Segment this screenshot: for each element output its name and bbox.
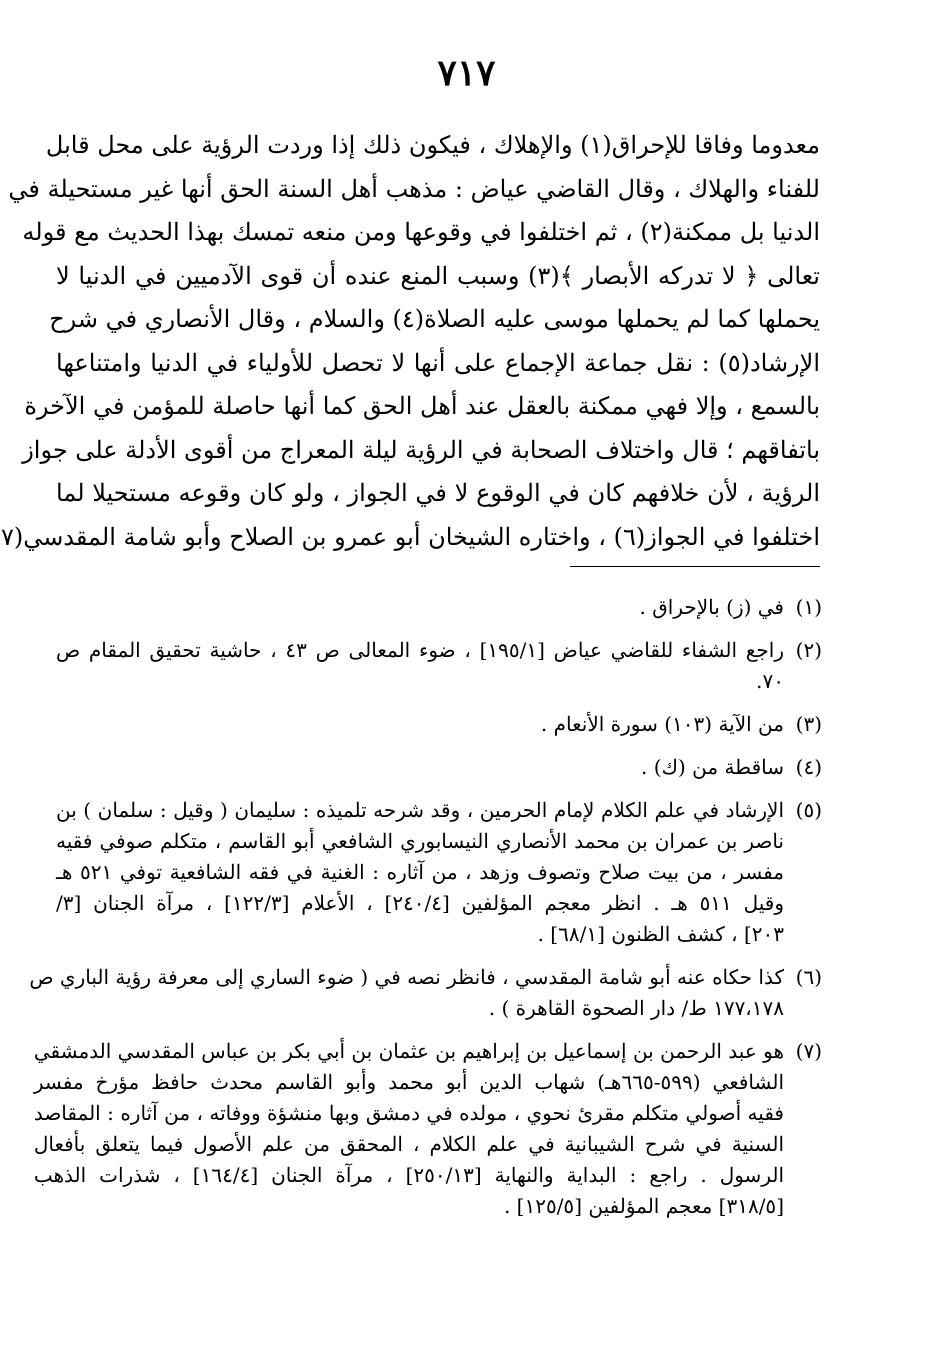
footnote-line: السنية في شرح الشيبانية في علم الكلام ، المحقق من علم الأصول فيما يتعلق بأفعال: [33, 1132, 784, 1156]
footnote: [56, 592, 822, 623]
footnotes: [29, 592, 822, 1234]
footnote-line: من الآية (١٠٣) سورة الأنعام .: [540, 712, 784, 736]
main-text-line: الدنيا بل ممكنة(٢) ، ثم اختلفوا في وقوعها ومن منعه تمسك بهذا الحديث مع قوله: [22, 218, 820, 246]
footnote-line: ناصر بن عمران بن محمد الأنصاري النيسابوري الشافعي أبو القاسم ، متكلم صوفي فقيه: [56, 829, 784, 853]
footnote-text: [56, 592, 784, 623]
footnote: [56, 709, 822, 740]
main-text-line: باتفاقهم ؛ قال واختلاف الصحابة في الرؤية ليلة المعراج من أقوى الأدلة على جواز: [22, 435, 820, 464]
footnote-line: فقيه أصولي متكلم مقرئ نحوي ، مولده في دمشق وبها منشؤة ووفاته ، من آثاره : المقاصد: [33, 1101, 784, 1125]
main-text: [0, 124, 820, 559]
main-text-line: الإرشاد(٥) : نقل جماعة الإجماع على أنها لا تحصل للأولياء في الدنيا وامتناعها: [56, 348, 820, 377]
footnote-number: (٥): [795, 798, 822, 822]
footnote: [56, 795, 822, 950]
footnote-text: [56, 635, 784, 697]
footnote-line: هو عبد الرحمن بن إسماعيل بن إبراهيم بن عثمان بن أبي بكر بن عباس المقدسي الدمشقي: [33, 1039, 784, 1063]
footnote-line: الشافعي (٥٩٩-٦٦٥هـ) شهاب الدين أبو محمد وأبو القاسم محدث حافظ مؤرخ مفسر: [33, 1070, 785, 1094]
footnote: [56, 635, 822, 697]
main-text-line: اختلفوا في الجواز(٦) ، واختاره الشيخان أبو عمرو بن الصلاح وأبو شامة المقدسي(٧: [0, 522, 820, 551]
footnote-text: [56, 795, 784, 950]
footnote-line: ٧٠.: [756, 669, 784, 693]
footnote-number: (٣): [795, 712, 822, 736]
footnote: [56, 752, 822, 783]
footnote-text: [29, 962, 784, 1024]
footnote-line: راجع الشفاء للقاضي عياض [١٩٥/١] ، ضوء المعالى ص ٤٣ ، حاشية تحقيق المقام ص: [56, 638, 784, 662]
main-text-line: الرؤية ، لأن خلافهم كان في الوقوع لا في الجواز ، ولو كان وقوعه مستحيلا لما: [56, 479, 820, 507]
main-text-line: معدوما وفاقا للإحراق(١) والإهلاك ، فيكون ذلك إذا وردت الرؤية على محل قابل: [45, 131, 820, 159]
footnote-line: الرسول . راجع : البداية والنهاية [٢٥٠/١٣] ، مرآة الجنان [١٦٤/٤] ، شذرات الذهب: [33, 1163, 785, 1187]
main-text-line: للفناء والهلاك ، وقال القاضي عياض : مذهب أهل السنة الحق أنها غير مستحيلة في: [8, 174, 820, 203]
footnote-line: مفسر ، من بيت صلاح وتصوف وزهد ، من آثاره : الغنية في فقه الشافعية توفي ٥٢١ هـ: [56, 860, 784, 884]
footnote-number: (٧): [795, 1039, 822, 1063]
footnote: [33, 1036, 822, 1222]
footnote-line: [٣١٨/٥] معجم المؤلفين [١٢٥/٥] .: [503, 1194, 784, 1218]
footnote-line: وقيل ٥١١ هـ . انظر معجم المؤلفين [٢٤٠/٤] ، الأعلام [١٢٢/٣] ، مرآة الجنان [٣/: [56, 891, 784, 915]
footnote-number: (٤): [795, 755, 822, 779]
footnote-line: ١٧٧،١٧٨ ط/ دار الصحوة القاهرة ) .: [488, 996, 784, 1020]
footnote-number: (١): [795, 595, 822, 619]
footnote: [29, 962, 822, 1024]
footnote-line: كذا حكاه عنه أبو شامة المقدسي ، فانظر نصه في ( ضوء الساري إلى معرفة رؤية الباري ص: [29, 965, 784, 989]
footnote-line: في (ز) بالإحراق .: [639, 595, 784, 619]
footnote-line: ساقطة من (ك) .: [641, 755, 784, 779]
footnote-text: [34, 1036, 784, 1222]
page-number: ٧١٧: [437, 52, 496, 94]
footnote-text: [56, 752, 784, 783]
main-text-line: يحملها كما لم يحملها موسى عليه الصلاة(٤) والسلام ، وقال الأنصاري في شرح: [49, 305, 820, 333]
footnote-line: الإرشاد في علم الكلام لإمام الحرمين ، وقد شرحه تلميذه : سليمان ( وقيل : سلمان ) بن: [56, 798, 784, 822]
footnote-line: ٢٠٣] ، كشف الظنون [٦٨/١] .: [537, 922, 784, 946]
main-text-line: تعالى ﴿ لا تدركه الأبصار ﴾(٣) وسبب المنع عنده أن قوى الآدميين في الدنيا لا: [56, 261, 820, 290]
main-text-line: بالسمع ، وإلا فهي ممكنة بالعقل عند أهل الحق كما أنها حاصلة للمؤمن في الآخرة: [24, 392, 820, 420]
footnote-divider: [570, 566, 820, 567]
footnote-number: (٦): [795, 965, 822, 989]
footnote-text: [56, 709, 784, 740]
footnote-number: (٢): [795, 638, 822, 662]
